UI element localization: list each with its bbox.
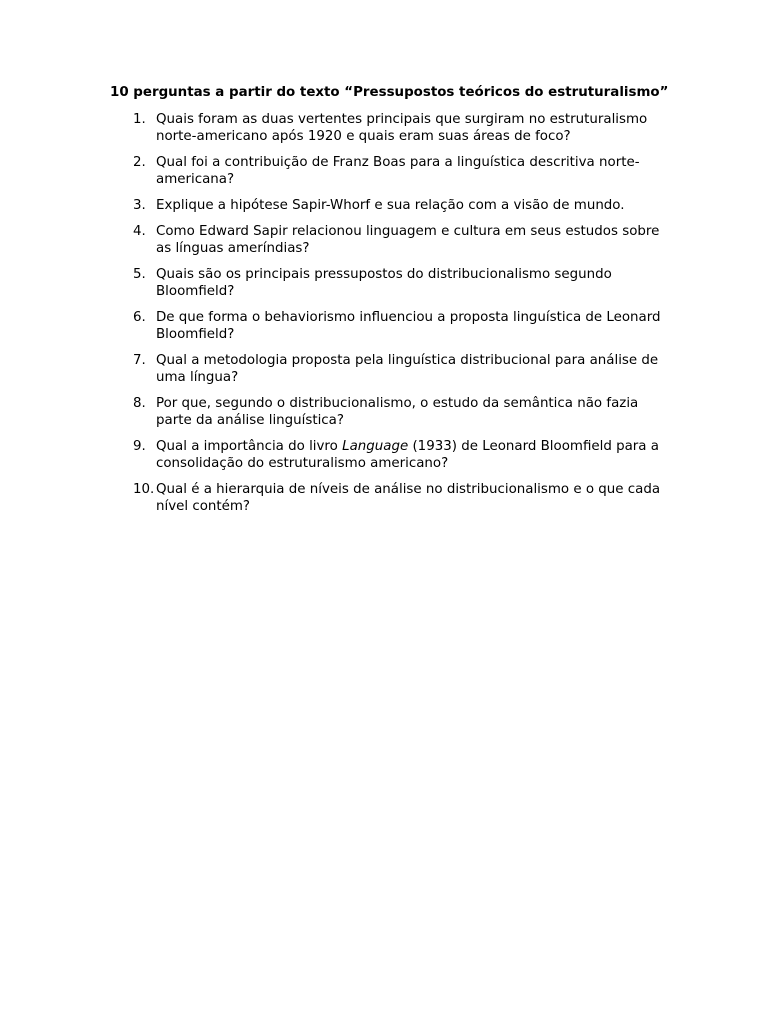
question-text-before: Qual a importância do livro <box>156 439 343 454</box>
question-number: 9. <box>133 439 146 454</box>
question-text: Como Edward Sapir relacionou linguagem e cultura em seus estudos sobre as línguas ameríndias? <box>156 224 660 256</box>
question-number: 2. <box>133 155 146 170</box>
question-number: 5. <box>133 267 146 282</box>
question-text-after: (1933) de Leonard Bloomfield para a consolidação do estruturalismo americano? <box>156 439 659 471</box>
book-title-italic: Language <box>342 439 409 454</box>
question-number: 6. <box>133 310 146 325</box>
list-item <box>110 111 670 145</box>
list-item <box>110 481 670 515</box>
question-number: 1. <box>133 112 146 127</box>
list-item <box>110 266 670 300</box>
question-number: 3. <box>133 198 146 213</box>
list-item <box>110 223 670 257</box>
question-text: Explique a hipótese Sapir-Whorf e sua relação com a visão de mundo. <box>156 198 625 213</box>
question-text: Qual é a hierarquia de níveis de análise no distribucionalismo e o que cada nível contém? <box>156 482 661 514</box>
question-number: 10. <box>133 482 155 497</box>
list-item <box>110 438 670 472</box>
question-text: Qual a metodologia proposta pela linguística distribucional para análise de uma língua? <box>156 353 659 385</box>
document-page <box>110 84 670 524</box>
list-item <box>110 395 670 429</box>
question-text: Quais são os principais pressupostos do distribucionalismo segundo Bloomfield? <box>156 267 612 299</box>
document-title: 10 perguntas a partir do texto “Pressupostos teóricos do estruturalismo” <box>110 85 669 100</box>
list-item <box>110 352 670 386</box>
list-item <box>110 197 670 214</box>
question-text <box>156 439 659 471</box>
question-text: Qual foi a contribuição de Franz Boas para a linguística descritiva norte-americana? <box>156 155 640 187</box>
list-item <box>110 154 670 188</box>
question-number: 8. <box>133 396 146 411</box>
question-list <box>110 111 670 515</box>
question-text: Quais foram as duas vertentes principais que surgiram no estruturalismo norte-americano após 1920 e quais eram suas áreas de foco? <box>156 112 648 144</box>
list-item <box>110 309 670 343</box>
question-text: De que forma o behaviorismo influenciou a proposta linguística de Leonard Bloomfield? <box>156 310 661 342</box>
question-text: Por que, segundo o distribucionalismo, o estudo da semântica não fazia parte da análise linguística? <box>156 396 639 428</box>
question-number: 7. <box>133 353 146 368</box>
question-number: 4. <box>133 224 146 239</box>
